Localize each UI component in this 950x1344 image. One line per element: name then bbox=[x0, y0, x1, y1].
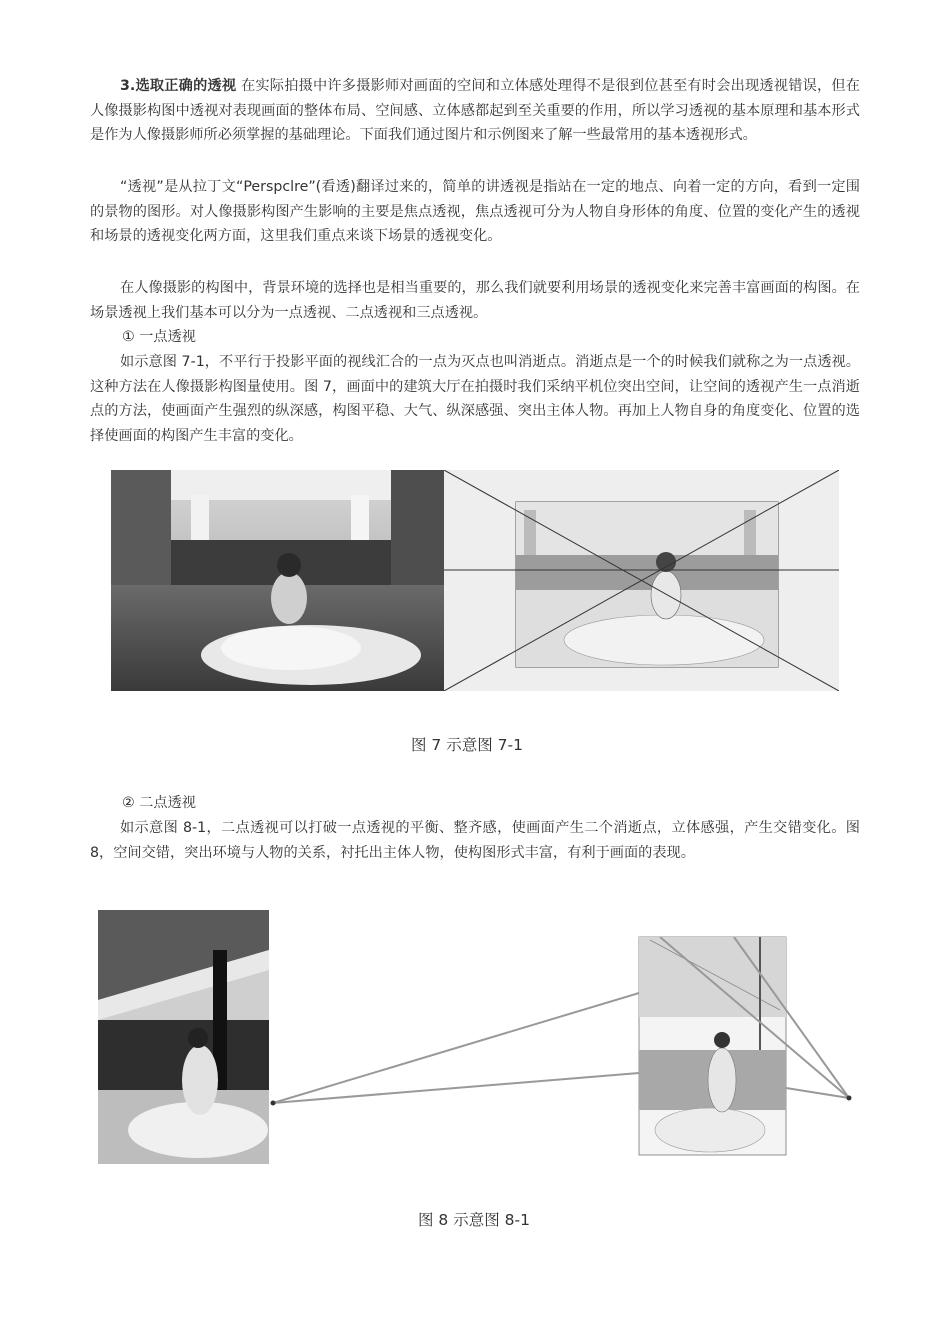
figure-8-1-diagram bbox=[0, 900, 950, 1180]
intro-text: 在实际拍摄中许多摄影师对画面的空间和立体感处理得不是很到位甚至有时会出现透视错误，但在人像摄影构图中透视对表现画面的整体布局、空间感、立体感都起到至关重要的作用，所以学习透视的基本原理和基本形式是作为人像摄影师所必须掌握的基础理论。下面我们通过图片和示例图来了解一些最常用的基本透视形式。 bbox=[90, 78, 860, 143]
intro-paragraph bbox=[90, 74, 860, 148]
figure-7-caption: 图 7 示意图 7-1 bbox=[411, 736, 523, 754]
scene-perspective-paragraph: 在人像摄影的构图中，背景环境的选择也是相当重要的，那么我们就要利用场景的透视变化来完善丰富画面的构图。在场景透视上我们基本可以分为一点透视、二点透视和三点透视。 bbox=[90, 280, 860, 321]
two-point-paragraph: 如示意图 8-1，二点透视可以打破一点透视的平衡、整齐感，使画面产生二个消逝点，立体感强，产生交错变化。图 8，空间交错，突出环境与人物的关系，衬托出主体人物，使构图形式丰富，有利于画面的表现。 bbox=[90, 820, 860, 861]
one-point-label: ① 一点透视 bbox=[122, 329, 196, 345]
figure-8-caption: 图 8 示意图 8-1 bbox=[418, 1211, 530, 1229]
section-heading: 3.选取正确的透视 bbox=[120, 78, 237, 94]
figure-7-1-diagram bbox=[444, 470, 839, 691]
figure-7-photo bbox=[111, 470, 444, 691]
two-point-label: ② 二点透视 bbox=[122, 795, 196, 811]
one-point-paragraph: 如示意图 7-1，不平行于投影平面的视线汇合的一点为灭点也叫消逝点。消逝点是一个的时候我们就称之为一点透视。这种方法在人像摄影构图量使用。图 7，画面中的建筑大厅在拍摄时我们采纳平机位突出空间，让空间的透视产生一点消逝点的方法，使画面产生强烈的纵深感，构图平稳、大气、纵深感强、突出主体人物。再加上人物自身的角度变化、位置的选择使画面的构图产生丰富的变化。 bbox=[90, 354, 860, 444]
perspective-definition-paragraph: “透视”是从拉丁文“Perspclre”(看透)翻译过来的，简单的讲透视是指站在一定的地点、向着一定的方向，看到一定围的景物的图形。对人像摄影构图产生影响的主要是焦点透视，焦点透视可分为人物自身形体的角度、位置的变化产生的透视和场景的透视变化两方面，这里我们重点来谈下场景的透视变化。 bbox=[90, 179, 860, 244]
